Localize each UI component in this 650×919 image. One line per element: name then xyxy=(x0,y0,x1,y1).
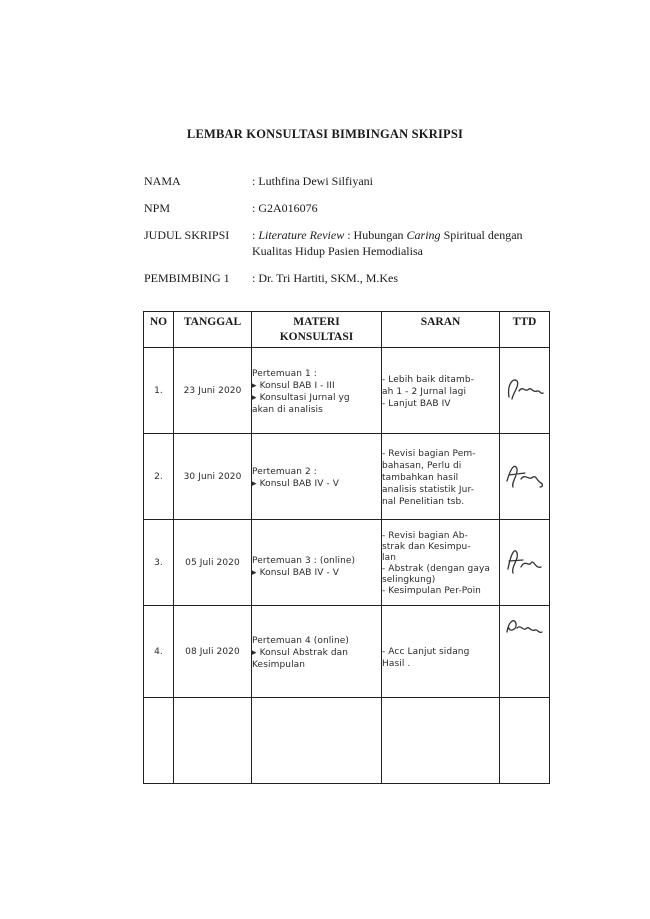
saran-line: - Revisi bagian Ab- xyxy=(382,531,468,541)
header-no: NO xyxy=(144,312,174,348)
judul-text-4: Spiritual dengan xyxy=(440,228,523,242)
materi-line: ▸ Konsul Abstrak dan xyxy=(252,648,349,658)
row-saran xyxy=(382,606,500,698)
row-signature xyxy=(500,348,550,434)
row-materi xyxy=(252,520,382,606)
row-materi xyxy=(252,606,382,698)
saran-line: - Revisi bagian Pem- xyxy=(382,449,476,459)
row-materi xyxy=(252,348,382,434)
row-no: 3. xyxy=(144,520,174,606)
header-materi xyxy=(252,312,382,348)
saran-line: analisis statistik Jur- xyxy=(382,485,475,495)
empty-cell xyxy=(252,698,382,784)
materi-line: Kesimpulan xyxy=(252,660,306,670)
npm-label: NPM xyxy=(144,201,171,215)
row-saran xyxy=(382,520,500,606)
row-date: 08 Juli 2020 xyxy=(174,606,252,698)
info-row-pembimbing xyxy=(144,270,584,286)
judul-value xyxy=(252,227,584,259)
saran-line: - Acc Lanjut sidang xyxy=(382,646,470,657)
judul-text-2: : Hubungan xyxy=(344,228,407,242)
signature-mark xyxy=(503,457,547,493)
materi-line: ▸ Konsul BAB IV - V xyxy=(252,567,339,578)
row-signature xyxy=(500,434,550,520)
row-date: 23 Juni 2020 xyxy=(174,348,252,434)
signature-mark xyxy=(503,543,547,579)
judul-line-2: Kualitas Hidup Pasien Hemodialisa xyxy=(252,244,423,258)
header-ttd: TTD xyxy=(500,312,550,348)
table-row xyxy=(144,520,550,606)
pembimbing-value: : Dr. Tri Hartiti, SKM., M.Kes xyxy=(252,271,399,285)
info-row-judul xyxy=(144,227,584,259)
saran-line: - Kesimpulan Per-Poin xyxy=(382,586,481,596)
signature-mark xyxy=(503,371,547,407)
row-signature xyxy=(500,520,550,606)
empty-cell xyxy=(144,698,174,784)
table-row xyxy=(144,606,550,698)
judul-italic-1: Literature Review xyxy=(258,228,345,242)
judul-label: JUDUL SKRIPSI xyxy=(144,228,230,242)
document-title: LEMBAR KONSULTASI BIMBINGAN SKRIPSI xyxy=(186,127,464,141)
table-row xyxy=(144,434,550,520)
saran-line: nal Penelitian tsb. xyxy=(382,497,465,507)
row-date: 30 Juni 2020 xyxy=(174,434,252,520)
header-tanggal: TANGGAL xyxy=(174,312,252,348)
empty-cell xyxy=(174,698,252,784)
student-info xyxy=(144,173,584,297)
table-row xyxy=(144,348,550,434)
saran-line: tambahkan hasil xyxy=(382,473,459,483)
materi-line: Pertemuan 4 (online) xyxy=(252,636,350,646)
header-saran: SARAN xyxy=(382,312,500,348)
empty-cell xyxy=(500,698,550,784)
pembimbing-label: PEMBIMBING 1 xyxy=(144,271,230,285)
table-row-empty xyxy=(144,698,550,784)
saran-line: - Lanjut BAB IV xyxy=(382,399,451,409)
saran-line: ah 1 - 2 Jurnal lagi xyxy=(382,387,467,397)
materi-line: Pertemuan 1 : xyxy=(252,369,317,379)
table-body xyxy=(144,348,550,784)
judul-prefix: : xyxy=(252,228,259,242)
row-no: 2. xyxy=(144,434,174,520)
row-materi xyxy=(252,434,382,520)
materi-line: ▸ Konsul BAB IV - V xyxy=(252,479,339,489)
materi-line: akan di analisis xyxy=(252,405,323,415)
row-saran xyxy=(382,348,500,434)
consultation-table xyxy=(143,311,550,784)
materi-line: ▸ Konsultasi Jurnal yg xyxy=(252,393,350,403)
saran-line: - Abstrak (dengan gaya xyxy=(382,564,491,574)
nama-label: NAMA xyxy=(144,174,181,188)
saran-line: lan xyxy=(382,553,397,563)
info-row-npm xyxy=(144,200,584,216)
saran-line: Hasil . xyxy=(382,658,411,669)
info-row-nama xyxy=(144,173,584,189)
row-no: 1. xyxy=(144,348,174,434)
header-materi-line2: KONSULTASI xyxy=(279,331,354,343)
materi-line: ▸ Konsul BAB I - III xyxy=(252,381,335,391)
judul-italic-2: Caring xyxy=(406,228,441,242)
materi-line: Pertemuan 3 : (online) xyxy=(252,555,356,566)
saran-line: bahasan, Perlu di xyxy=(382,461,462,471)
saran-line: - Lebih baik ditamb- xyxy=(382,375,475,385)
row-no: 4. xyxy=(144,606,174,698)
saran-line: strak dan Kesimpu- xyxy=(382,542,471,552)
row-saran xyxy=(382,434,500,520)
row-date: 05 Juli 2020 xyxy=(174,520,252,606)
empty-cell xyxy=(382,698,500,784)
nama-value: : Luthfina Dewi Silfiyani xyxy=(252,174,373,188)
signature-mark xyxy=(503,612,547,648)
header-materi-line1: MATERI xyxy=(293,316,340,328)
npm-value: : G2A016076 xyxy=(252,201,318,215)
saran-line: selingkung) xyxy=(382,575,436,585)
row-signature xyxy=(500,606,550,698)
materi-line: Pertemuan 2 : xyxy=(252,467,317,477)
table-header-row xyxy=(144,312,550,348)
